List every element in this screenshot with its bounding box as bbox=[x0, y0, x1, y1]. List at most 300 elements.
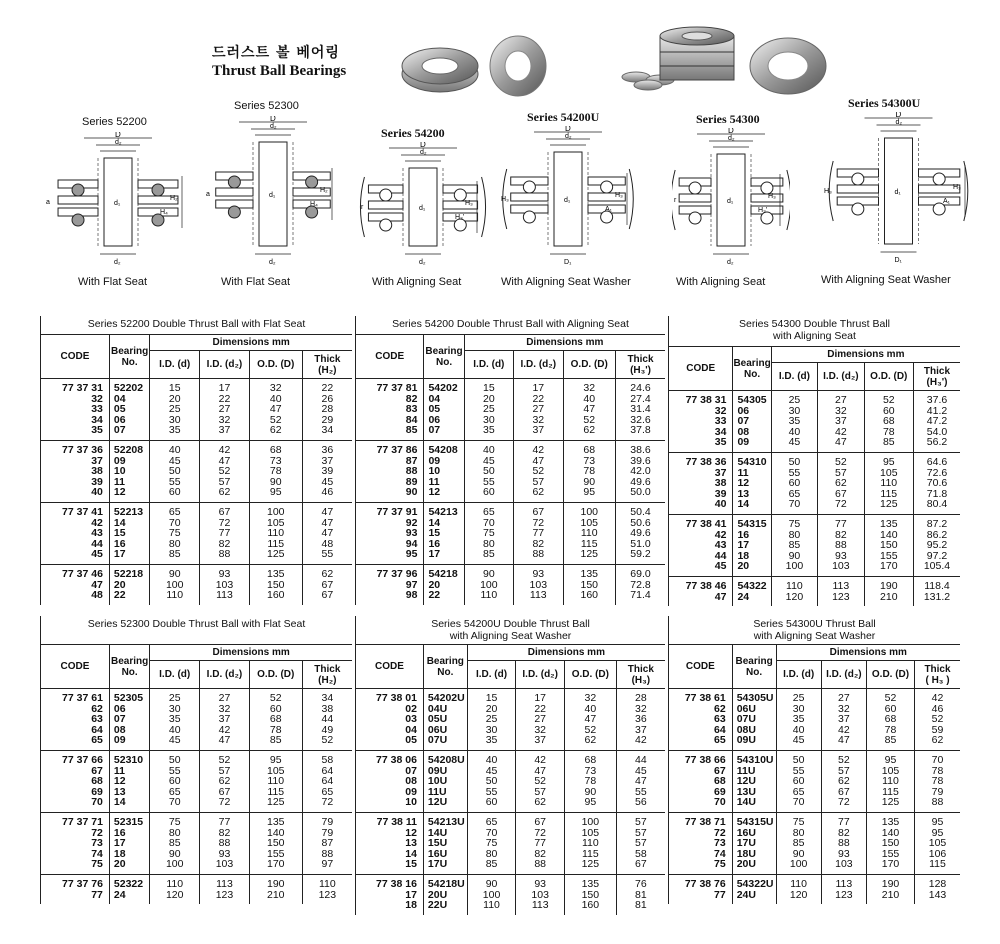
cell-code: 15 bbox=[356, 859, 423, 874]
cell-dimension: 59 bbox=[931, 723, 944, 736]
table-row bbox=[356, 714, 665, 725]
svg-text:H₃': H₃' bbox=[455, 214, 465, 221]
cell-bearing-no: 17U bbox=[423, 859, 467, 874]
cell-dimension: 170 bbox=[249, 859, 302, 874]
cell-dimension: 20 bbox=[467, 704, 516, 715]
table-row bbox=[669, 787, 960, 798]
cell-dimension: 110 bbox=[467, 900, 516, 915]
column-header-dimensions: Dimensions mm bbox=[150, 335, 352, 351]
diagram-4 bbox=[495, 110, 645, 292]
cell-dimension: 25 bbox=[776, 689, 821, 704]
cell-code: 09 bbox=[356, 787, 423, 798]
cell-code: 32 bbox=[41, 394, 109, 405]
cell-dimension: 77 bbox=[200, 528, 250, 539]
table-row bbox=[356, 404, 665, 415]
cell-dimension: 115 bbox=[867, 787, 915, 798]
cell-dimension: 69.0 bbox=[616, 564, 665, 579]
cell-dimension: 15 bbox=[467, 689, 516, 704]
cell-dimension: 62 bbox=[818, 478, 864, 489]
cell-dimension: 100 bbox=[249, 502, 302, 517]
cell-dimension: 68 bbox=[249, 440, 302, 455]
cell-dimension: 150 bbox=[864, 540, 913, 551]
cell-dimension: 30 bbox=[150, 704, 200, 715]
cell-dimension: 42 bbox=[516, 750, 565, 765]
table-row bbox=[41, 466, 352, 477]
cell-dimension: 55 bbox=[771, 468, 817, 479]
cell-dimension: 54.0 bbox=[926, 425, 948, 438]
table-row bbox=[41, 590, 352, 605]
table-row bbox=[669, 890, 960, 905]
cell-dimension: 115 bbox=[249, 539, 302, 550]
table-row bbox=[356, 874, 665, 889]
cell-dimension: 35 bbox=[150, 425, 200, 440]
cell-dimension: 105 bbox=[563, 518, 616, 529]
cell-dimension: 103 bbox=[200, 859, 250, 874]
cell-dimension: 46 bbox=[321, 486, 334, 499]
column-header-2: I.D. (d₂) bbox=[821, 661, 866, 689]
cell-code: 93 bbox=[356, 528, 424, 539]
diagram-series-label: Series 52300 bbox=[234, 100, 299, 112]
cell-dimension: 118.4 bbox=[913, 576, 960, 591]
cell-dimension: 75 bbox=[150, 812, 200, 827]
cell-dimension: 30 bbox=[464, 415, 513, 426]
cell-dimension: 17 bbox=[200, 379, 250, 394]
cell-dimension: 81 bbox=[634, 899, 647, 912]
cell-bearing-no: 54315U bbox=[732, 812, 776, 827]
cell-dimension: 78 bbox=[249, 725, 302, 736]
cell-bearing-no: 22 bbox=[109, 590, 149, 605]
cell-dimension: 27 bbox=[200, 689, 250, 704]
cell-dimension: 37 bbox=[818, 416, 864, 427]
table-row bbox=[41, 425, 352, 440]
cell-dimension: 73 bbox=[563, 456, 616, 467]
cell-dimension: 105.4 bbox=[923, 560, 951, 573]
cell-code: 68 bbox=[669, 776, 732, 787]
cell-code: 40 bbox=[669, 499, 733, 514]
cell-code: 33 bbox=[41, 404, 109, 415]
cell-bearing-no: 06 bbox=[109, 704, 149, 715]
diagram-caption: With Aligning Seat bbox=[676, 276, 766, 288]
table-row bbox=[41, 564, 352, 579]
cell-code: 75 bbox=[41, 859, 109, 874]
table-row bbox=[41, 440, 352, 455]
cell-dimension: 32 bbox=[200, 704, 250, 715]
diagram-2 bbox=[200, 100, 350, 292]
cell-bearing-no: 07U bbox=[732, 714, 776, 725]
cell-dimension: 70 bbox=[150, 518, 200, 529]
cell-bearing-no: 07 bbox=[109, 425, 149, 440]
cell-dimension: 135 bbox=[864, 514, 913, 529]
cell-dimension: 17 bbox=[516, 689, 565, 704]
cell-dimension: 75 bbox=[771, 514, 817, 529]
cell-dimension: 72 bbox=[821, 797, 866, 812]
table-row bbox=[356, 776, 665, 787]
cell-dimension: 57 bbox=[200, 766, 250, 777]
photo-bearing-2 bbox=[490, 36, 546, 96]
column-header-2: I.D. (d₂) bbox=[514, 351, 563, 379]
cell-code: 77 38 66 bbox=[669, 750, 732, 765]
cell-dimension: 90 bbox=[150, 564, 200, 579]
column-header-dimensions: Dimensions mm bbox=[464, 335, 665, 351]
cell-code: 74 bbox=[669, 849, 732, 860]
title-korean: 드러스트 볼 베어링 bbox=[212, 45, 340, 61]
cell-dimension: 45 bbox=[467, 766, 516, 777]
cell-code: 02 bbox=[356, 704, 423, 715]
column-header-dimensions: Dimensions mm bbox=[771, 347, 960, 363]
table-row bbox=[669, 689, 960, 704]
cell-code: 77 bbox=[41, 890, 109, 905]
cell-dimension: 150 bbox=[249, 838, 302, 849]
column-header-2: I.D. (d₂) bbox=[200, 661, 250, 689]
cell-dimension: 93 bbox=[821, 849, 866, 860]
svg-text:D: D bbox=[895, 112, 902, 119]
table-row bbox=[356, 518, 665, 529]
photo-bearing-1 bbox=[402, 48, 478, 92]
cell-bearing-no: 06U bbox=[423, 725, 467, 736]
svg-text:r: r bbox=[361, 204, 364, 211]
cell-dimension: 30 bbox=[467, 725, 516, 736]
cell-dimension: 22 bbox=[516, 704, 565, 715]
table-row bbox=[41, 518, 352, 529]
cell-bearing-no: 16 bbox=[109, 539, 149, 550]
cell-dimension: 93 bbox=[200, 564, 250, 579]
cell-dimension: 170 bbox=[867, 859, 915, 874]
cell-code: 95 bbox=[356, 549, 424, 564]
cell-dimension: 27 bbox=[516, 714, 565, 725]
cell-dimension: 75 bbox=[467, 838, 516, 849]
cell-dimension: 72 bbox=[200, 518, 250, 529]
cell-dimension: 110 bbox=[864, 478, 913, 489]
photo-bearing-3 bbox=[750, 38, 826, 94]
svg-text:H₃: H₃ bbox=[501, 196, 509, 203]
cell-bearing-no: 13U bbox=[732, 787, 776, 798]
cell-bearing-no: 12U bbox=[732, 776, 776, 787]
cell-code: 34 bbox=[669, 427, 733, 438]
table-row bbox=[669, 391, 960, 406]
cell-dimension: 39.6 bbox=[630, 454, 651, 467]
column-header-4: Thick (H₂) bbox=[302, 661, 352, 689]
cell-dimension: 76 bbox=[616, 874, 665, 889]
table-row bbox=[669, 551, 960, 562]
cell-code: 03 bbox=[356, 714, 423, 725]
cell-code: 47 bbox=[669, 592, 733, 607]
cell-code: 77 37 76 bbox=[41, 874, 109, 889]
cell-bearing-no: 54213 bbox=[424, 502, 464, 517]
cell-dimension: 57 bbox=[514, 477, 563, 488]
cell-code: 70 bbox=[41, 797, 109, 812]
cell-code: 45 bbox=[41, 549, 109, 564]
cell-dimension: 95 bbox=[867, 750, 915, 765]
spec-table bbox=[669, 346, 960, 606]
page-title-block bbox=[212, 42, 372, 80]
column-header-code: CODE bbox=[356, 335, 424, 379]
cell-dimension: 90 bbox=[249, 477, 302, 488]
cell-dimension: 28 bbox=[634, 692, 647, 704]
cell-dimension: 93 bbox=[200, 849, 250, 860]
table-row bbox=[356, 440, 665, 455]
cell-dimension: 97.2 bbox=[926, 549, 948, 562]
cell-bearing-no: 09 bbox=[109, 735, 149, 750]
cell-code: 77 38 41 bbox=[669, 514, 733, 529]
cell-dimension: 110 bbox=[464, 590, 513, 605]
cell-code: 89 bbox=[356, 477, 424, 488]
cell-dimension: 50 bbox=[776, 750, 821, 765]
table-row bbox=[41, 838, 352, 849]
cell-dimension: 57 bbox=[634, 826, 647, 839]
cell-dimension: 78 bbox=[931, 764, 944, 777]
table-title: Series 52200 Double Thrust Ball with Flat Seat bbox=[87, 318, 306, 330]
svg-text:H₂: H₂ bbox=[170, 195, 178, 202]
cell-dimension: 31.4 bbox=[630, 403, 651, 416]
cell-dimension: 100 bbox=[150, 580, 200, 591]
table-row bbox=[669, 859, 960, 874]
cell-dimension: 42 bbox=[931, 692, 944, 704]
table-row bbox=[669, 406, 960, 417]
cell-dimension: 103 bbox=[514, 580, 563, 591]
cell-bearing-no: 10U bbox=[423, 776, 467, 787]
cell-dimension: 47 bbox=[563, 404, 616, 415]
cell-dimension: 32 bbox=[563, 379, 616, 394]
cell-dimension: 71.4 bbox=[630, 589, 651, 602]
cell-bearing-no: 20 bbox=[109, 580, 149, 591]
cell-dimension: 37 bbox=[516, 735, 565, 750]
cell-bearing-no: 54322U bbox=[732, 874, 776, 889]
cell-bearing-no: 17 bbox=[109, 549, 149, 564]
cell-bearing-no: 09U bbox=[423, 766, 467, 777]
column-header-1: I.D. (d) bbox=[776, 661, 821, 689]
table-row bbox=[356, 379, 665, 394]
cell-bearing-no: 54305 bbox=[733, 391, 771, 406]
cell-dimension: 55 bbox=[464, 477, 513, 488]
cell-dimension: 110 bbox=[249, 528, 302, 539]
cell-code: 84 bbox=[356, 415, 424, 426]
cell-bearing-no: 20 bbox=[424, 580, 464, 591]
cell-dimension: 47 bbox=[321, 527, 334, 540]
cell-dimension: 90 bbox=[464, 564, 513, 579]
cell-dimension: 125 bbox=[249, 549, 302, 564]
table-row bbox=[356, 425, 665, 440]
cell-dimension: 65 bbox=[467, 812, 516, 827]
cell-code: 43 bbox=[669, 540, 733, 551]
bearing-cross-section bbox=[822, 112, 975, 268]
column-header-bearing-no: Bearing No. bbox=[109, 645, 149, 689]
cell-dimension: 155 bbox=[249, 849, 302, 860]
cell-bearing-no: 54310U bbox=[732, 750, 776, 765]
cell-dimension: 42 bbox=[634, 734, 647, 747]
cell-dimension: 55 bbox=[321, 548, 334, 561]
cell-code: 43 bbox=[41, 528, 109, 539]
cell-dimension: 113 bbox=[516, 900, 565, 915]
cell-bearing-no: 12 bbox=[109, 776, 149, 787]
svg-text:d₂: d₂ bbox=[115, 139, 122, 146]
cell-bearing-no: 06U bbox=[732, 704, 776, 715]
cell-dimension: 106 bbox=[928, 847, 947, 860]
cell-dimension: 62 bbox=[302, 564, 352, 579]
cell-code: 77 38 06 bbox=[356, 750, 423, 765]
table-row bbox=[356, 466, 665, 477]
cell-dimension: 57 bbox=[200, 477, 250, 488]
cell-code: 08 bbox=[356, 776, 423, 787]
cell-dimension: 72 bbox=[514, 518, 563, 529]
cell-code: 77 37 81 bbox=[356, 379, 424, 394]
cell-dimension: 88 bbox=[818, 540, 864, 551]
cell-dimension: 60 bbox=[467, 797, 516, 812]
cell-dimension: 123 bbox=[821, 890, 866, 905]
cell-bearing-no: 52322 bbox=[109, 874, 149, 889]
cell-dimension: 110 bbox=[563, 528, 616, 539]
svg-text:H₄: H₄ bbox=[310, 201, 318, 208]
svg-text:a: a bbox=[206, 191, 210, 198]
cell-bearing-no: 07U bbox=[423, 735, 467, 750]
cell-bearing-no: 11 bbox=[733, 468, 771, 479]
table-row bbox=[356, 787, 665, 798]
cell-dimension: 47 bbox=[200, 735, 250, 750]
cell-bearing-no: 06 bbox=[733, 406, 771, 417]
cell-code: 34 bbox=[41, 415, 109, 426]
cell-code: 73 bbox=[669, 838, 732, 849]
cell-dimension: 110 bbox=[776, 874, 821, 889]
table-row bbox=[669, 849, 960, 860]
cell-dimension: 52 bbox=[563, 415, 616, 426]
cell-dimension: 190 bbox=[864, 576, 913, 591]
cell-dimension: 52 bbox=[821, 750, 866, 765]
cell-dimension: 50 bbox=[150, 466, 200, 477]
column-header-1: I.D. (d) bbox=[464, 351, 513, 379]
cell-bearing-no: 06 bbox=[109, 415, 149, 426]
cell-dimension: 77 bbox=[821, 812, 866, 827]
cell-dimension: 32 bbox=[818, 406, 864, 417]
cell-code: 48 bbox=[41, 590, 109, 605]
cell-dimension: 38.6 bbox=[616, 440, 665, 455]
spec-table bbox=[41, 334, 352, 605]
cell-bearing-no: 17 bbox=[109, 838, 149, 849]
table-row bbox=[41, 849, 352, 860]
table-row bbox=[669, 499, 960, 514]
diagram-series-label: Series 52200 bbox=[82, 116, 147, 128]
cell-dimension: 57 bbox=[616, 812, 665, 827]
cell-dimension: 27 bbox=[818, 391, 864, 406]
cell-dimension: 22 bbox=[200, 394, 250, 405]
cell-bearing-no: 52213 bbox=[109, 502, 149, 517]
cell-dimension: 55 bbox=[150, 766, 200, 777]
svg-text:d₂: d₂ bbox=[895, 119, 903, 126]
cell-code: 35 bbox=[669, 437, 733, 452]
cell-dimension: 62 bbox=[565, 735, 617, 750]
table-row bbox=[41, 776, 352, 787]
cell-dimension: 50.6 bbox=[630, 516, 651, 529]
diagram-1 bbox=[40, 116, 200, 292]
cell-code: 72 bbox=[41, 828, 109, 839]
cell-code: 05 bbox=[356, 735, 423, 750]
cell-bearing-no: 52305 bbox=[109, 689, 149, 704]
cell-dimension: 150 bbox=[563, 580, 616, 591]
table-row bbox=[41, 394, 352, 405]
cell-dimension: 45 bbox=[776, 735, 821, 750]
cell-bearing-no: 52218 bbox=[109, 564, 149, 579]
cell-bearing-no: 12U bbox=[423, 797, 467, 812]
cell-dimension: 140 bbox=[867, 828, 915, 839]
spec-table bbox=[669, 644, 960, 904]
cell-code: 90 bbox=[356, 487, 424, 502]
cell-dimension: 35 bbox=[150, 714, 200, 725]
cell-dimension: 72 bbox=[321, 796, 334, 809]
cell-dimension: 105 bbox=[249, 518, 302, 529]
column-header-code: CODE bbox=[41, 335, 109, 379]
cell-bearing-no: 12 bbox=[733, 478, 771, 489]
cell-dimension: 45 bbox=[321, 475, 334, 488]
cell-dimension: 82 bbox=[514, 539, 563, 550]
diagram-series-label: Series 54300U bbox=[848, 96, 921, 110]
cell-dimension: 80 bbox=[150, 828, 200, 839]
cell-dimension: 115 bbox=[563, 539, 616, 550]
cell-code: 62 bbox=[41, 704, 109, 715]
svg-text:D: D bbox=[115, 132, 121, 139]
cell-dimension: 123 bbox=[200, 890, 250, 905]
table-row bbox=[669, 530, 960, 541]
cell-dimension: 100 bbox=[565, 812, 617, 827]
cell-dimension: 62 bbox=[931, 734, 944, 747]
cell-dimension: 42 bbox=[200, 725, 250, 736]
cell-code: 94 bbox=[356, 539, 424, 550]
cell-dimension: 210 bbox=[867, 890, 915, 905]
cell-code: 37 bbox=[669, 468, 733, 479]
cell-code: 42 bbox=[41, 518, 109, 529]
cell-code: 42 bbox=[669, 530, 733, 541]
cell-code: 77 37 36 bbox=[41, 440, 109, 455]
cell-dimension: 115 bbox=[249, 787, 302, 798]
column-header-code: CODE bbox=[669, 347, 733, 391]
cell-dimension: 44 bbox=[321, 713, 334, 726]
cell-dimension: 70 bbox=[467, 828, 516, 839]
cell-dimension: 110 bbox=[150, 874, 200, 889]
cell-dimension: 77 bbox=[818, 514, 864, 529]
cell-dimension: 105 bbox=[864, 468, 913, 479]
cell-dimension: 25 bbox=[150, 404, 200, 415]
cell-bearing-no: 09 bbox=[733, 437, 771, 452]
svg-text:D: D bbox=[565, 126, 571, 133]
cell-bearing-no: 11U bbox=[423, 787, 467, 798]
column-header-4: Thick (H₃') bbox=[913, 363, 960, 391]
cell-dimension: 25 bbox=[464, 404, 513, 415]
cell-bearing-no: 14 bbox=[109, 797, 149, 812]
cell-dimension: 113 bbox=[821, 874, 866, 889]
table-row bbox=[41, 477, 352, 488]
cell-dimension: 55 bbox=[467, 787, 516, 798]
cell-code: 77 37 46 bbox=[41, 564, 109, 579]
cell-dimension: 150 bbox=[867, 838, 915, 849]
cell-dimension: 17 bbox=[514, 379, 563, 394]
table-row bbox=[41, 539, 352, 550]
cell-bearing-no: 24 bbox=[109, 890, 149, 905]
cell-dimension: 25 bbox=[150, 689, 200, 704]
cell-dimension: 85 bbox=[867, 735, 915, 750]
cell-dimension: 52 bbox=[864, 391, 913, 406]
cell-dimension: 77 bbox=[516, 838, 565, 849]
cell-bearing-no: 14U bbox=[732, 797, 776, 812]
cell-code: 77 38 61 bbox=[669, 689, 732, 704]
cell-dimension: 90 bbox=[565, 787, 617, 798]
cell-dimension: 27 bbox=[200, 404, 250, 415]
cell-dimension: 52 bbox=[249, 689, 302, 704]
table-row bbox=[669, 828, 960, 839]
table-row bbox=[41, 704, 352, 715]
table-row bbox=[669, 776, 960, 787]
table-row bbox=[669, 452, 960, 467]
table-row bbox=[41, 735, 352, 750]
svg-text:d₁: d₁ bbox=[727, 198, 734, 205]
cell-dimension: 60 bbox=[867, 704, 915, 715]
cell-dimension: 131.2 bbox=[923, 590, 951, 603]
